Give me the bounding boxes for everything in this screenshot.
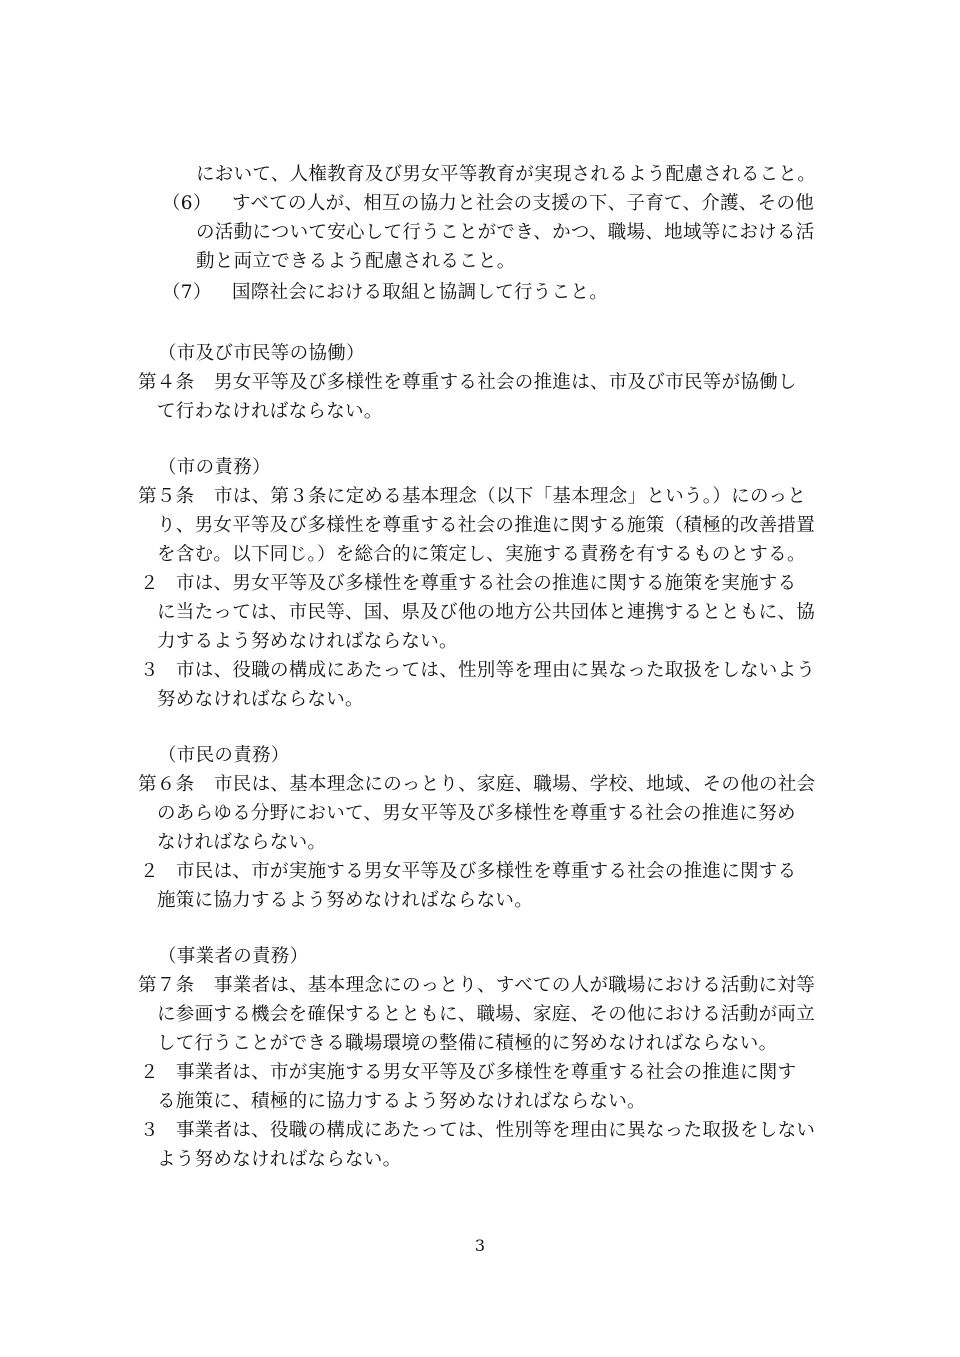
item-6-line: すべての人が、相互の協力と社会の支援の下、子育て、介護、その他 xyxy=(232,193,815,214)
item-6-line: の活動について安心して行うことができ、かつ、職場、地域等における活 xyxy=(196,222,815,243)
article-6-paragraph-2-number: ２ xyxy=(140,861,159,882)
article-7-paragraph-3-line: よう努めなければならない。 xyxy=(157,1149,402,1170)
article-5-line: り、男女平等及び多様性を尊重する社会の推進に関する施策（積極的改善措置 xyxy=(157,515,816,536)
article-6-paragraph-2-line: 市民は、市が実施する男女平等及び多様性を尊重する社会の推進に関する xyxy=(176,861,797,882)
article-7-paragraph-3-line: 事業者は、役職の構成にあたっては、性別等を理由に異なった取扱をしない xyxy=(176,1120,816,1141)
article-6-paragraph-2-line: 施策に協力するよう努めなければならない。 xyxy=(157,890,534,911)
article-6-heading: （市民の責務） xyxy=(158,745,290,766)
article-5-paragraph-3-number: ３ xyxy=(140,660,159,681)
article-5-paragraph-2-line: 力するよう努めなければならない。 xyxy=(157,631,458,652)
article-7-line: して行うことができる職場環境の整備に積極的に努めなければならない。 xyxy=(157,1033,778,1054)
article-5-line: 市は、第３条に定める基本理念（以下「基本理念」という。）にのっと xyxy=(214,486,807,507)
item-7-text: 国際社会における取組と協調して行うこと。 xyxy=(232,282,609,303)
article-5-paragraph-3-line: 努めなければならない。 xyxy=(157,689,364,710)
article-4-line: て行わなければならない。 xyxy=(157,401,383,422)
item-6-number: （6） xyxy=(162,193,212,214)
article-5-paragraph-2-number: ２ xyxy=(140,573,159,594)
article-5-heading: （市の責務） xyxy=(158,457,271,478)
article-6-line: のあらゆる分野において、男女平等及び多様性を尊重する社会の推進に努め xyxy=(157,803,796,824)
article-6-line: 市民は、基本理念にのっとり、家庭、職場、学校、地域、その他の社会 xyxy=(214,774,816,795)
article-6-line: なければならない。 xyxy=(157,832,327,853)
article-5-paragraph-3-line: 市は、役職の構成にあたっては、性別等を理由に異なった取扱をしないよう xyxy=(176,660,816,681)
article-6-number: 第６条 xyxy=(138,774,195,795)
article-7-paragraph-3-number: ３ xyxy=(140,1120,159,1141)
article-4-heading: （市及び市民等の協働） xyxy=(158,343,365,364)
article-4-line: 男女平等及び多様性を尊重する社会の推進は、市及び市民等が協働し xyxy=(214,372,797,393)
article-7-number: 第７条 xyxy=(138,975,195,996)
article-5-line: を含む。以下同じ。）を総合的に策定し、実施する責務を有するものとする。 xyxy=(157,544,806,565)
article-7-paragraph-2-line: る施策に、積極的に協力するよう努めなければならない。 xyxy=(157,1091,646,1112)
article-7-paragraph-2-line: 事業者は、市が実施する男女平等及び多様性を尊重する社会の推進に関す xyxy=(176,1062,797,1083)
item-5-continuation: において、人権教育及び男女平等教育が実現されるよう配慮されること。 xyxy=(196,164,817,185)
article-5-number: 第５条 xyxy=(138,486,195,507)
item-7-number: （7） xyxy=(162,282,212,303)
article-5-paragraph-2-line: に当たっては、市民等、国、県及び他の地方公共団体と連携するとともに、協 xyxy=(157,602,816,623)
article-5-paragraph-2-line: 市は、男女平等及び多様性を尊重する社会の推進に関する施策を実施する xyxy=(176,573,797,594)
article-7-line: 事業者は、基本理念にのっとり、すべての人が職場における活動に対等 xyxy=(214,975,816,996)
item-6-line: 動と両立できるよう配慮されること。 xyxy=(196,251,516,272)
article-7-paragraph-2-number: ２ xyxy=(140,1062,159,1083)
article-4-number: 第４条 xyxy=(138,372,195,393)
article-7-heading: （事業者の責務） xyxy=(158,946,309,967)
article-7-line: に参画する機会を確保するとともに、職場、家庭、その他における活動が両立 xyxy=(157,1004,816,1025)
page-number: 3 xyxy=(474,1236,486,1255)
